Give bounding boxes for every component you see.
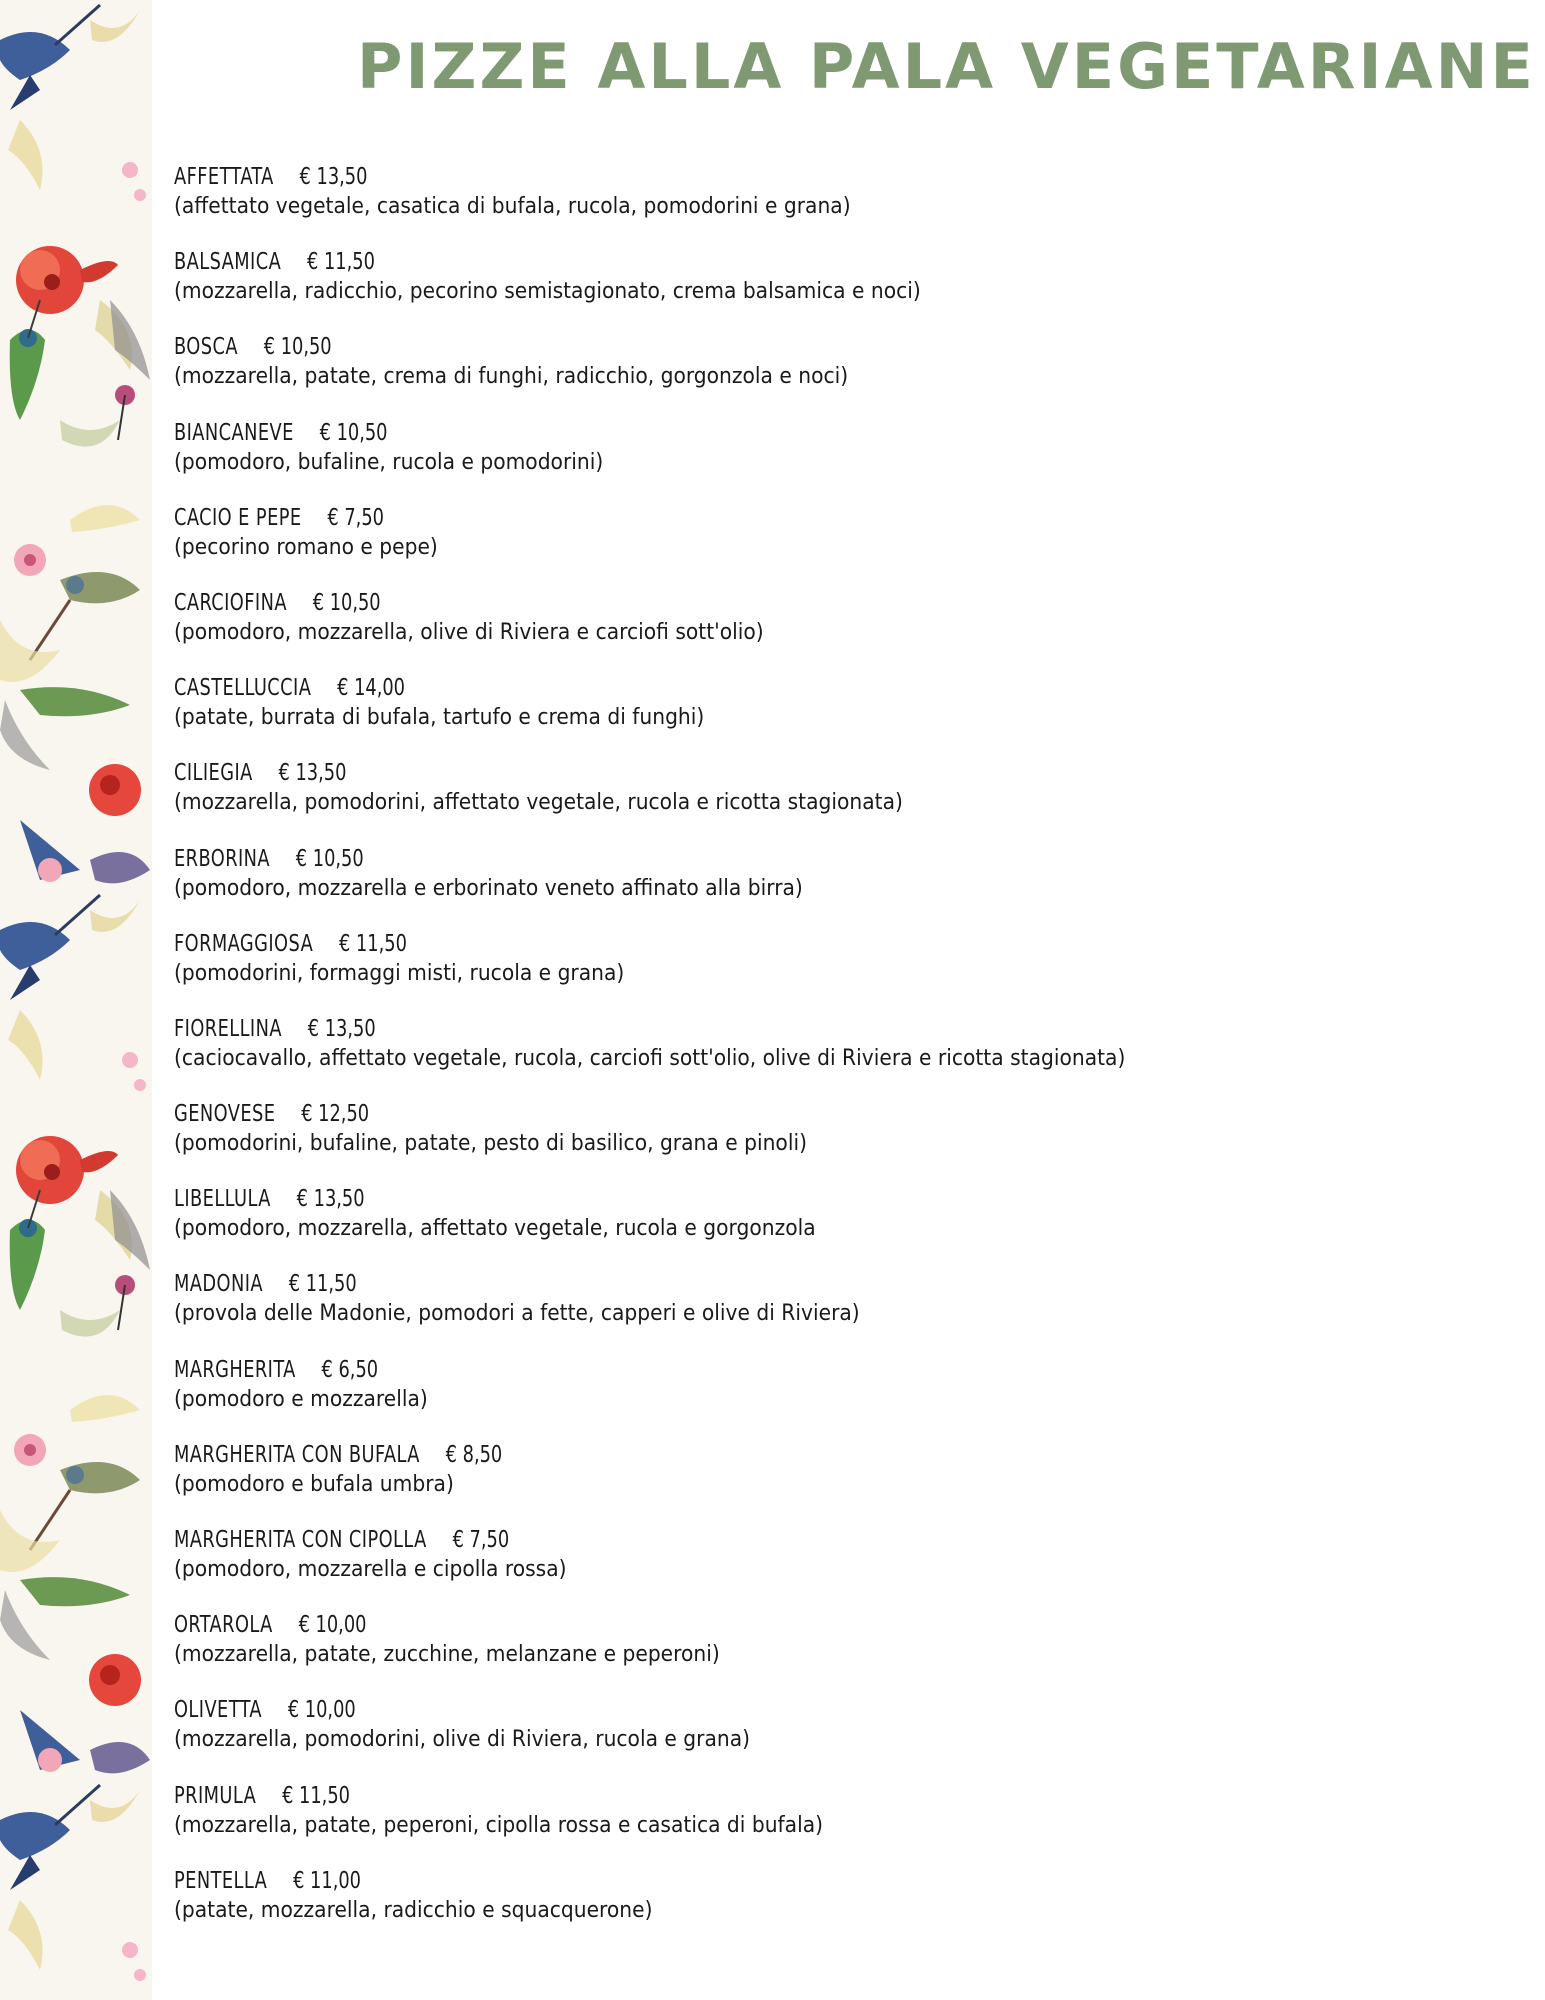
pizza-ingredients: (caciocavallo, affettato vegetale, rucola, carciofi sott'olio, olive di Riviera e ricotta stagionata)	[174, 1044, 1126, 1071]
pizza-name: ORTAROLA	[174, 1612, 273, 1639]
menu-item	[174, 247, 1514, 332]
menu-item-heading	[174, 673, 1326, 703]
pizza-price: € 8,50	[445, 1441, 503, 1468]
pizza-ingredients: (pecorino romano e pepe)	[174, 533, 438, 560]
menu-item-heading	[174, 1014, 1326, 1044]
pizza-name: FORMAGGIOSA	[174, 930, 314, 957]
pizza-price: € 7,50	[327, 504, 384, 531]
menu-item-heading	[174, 1355, 1326, 1385]
pizza-name: BALSAMICA	[174, 249, 282, 276]
pizza-name: CARCIOFINA	[174, 589, 287, 616]
pizza-ingredients: (pomodoro e bufala umbra)	[174, 1470, 454, 1497]
pizza-ingredients: (pomodoro, mozzarella e cipolla rossa)	[174, 1556, 567, 1582]
menu-item	[174, 844, 1514, 929]
menu-item-heading	[174, 162, 1326, 192]
pizza-price: € 10,50	[312, 589, 381, 616]
pizza-price: € 7,50	[452, 1527, 510, 1553]
pizza-name: ERBORINA	[174, 845, 270, 872]
menu-item	[174, 1781, 1514, 1866]
menu-item-heading	[174, 844, 1326, 874]
menu-item	[174, 1099, 1514, 1184]
pizza-ingredients: (pomodoro, mozzarella e erborinato veneto affinato alla birra)	[174, 874, 803, 901]
pizza-ingredients: (mozzarella, patate, zucchine, melanzane e peperoni)	[174, 1641, 720, 1668]
pizza-name: LIBELLULA	[174, 1186, 271, 1213]
pizza-price: € 6,50	[321, 1356, 379, 1383]
menu-item-heading	[174, 1269, 1326, 1299]
pizza-name: BOSCA	[174, 334, 238, 361]
pizza-name: CACIO E PEPE	[174, 504, 302, 531]
pizza-price: € 13,50	[307, 1015, 376, 1042]
menu-item-heading	[174, 1525, 1326, 1555]
pizza-price: € 10,00	[298, 1612, 367, 1639]
pizza-ingredients: (mozzarella, radicchio, pecorino semistagionato, crema balsamica e noci)	[174, 278, 921, 305]
pizza-ingredients: (pomodoro e mozzarella)	[174, 1385, 428, 1412]
pizza-price: € 11,50	[307, 249, 375, 276]
pizza-name: CILIEGIA	[174, 760, 253, 787]
pizza-name: GENOVESE	[174, 1101, 276, 1128]
pizza-name: MADONIA	[174, 1271, 263, 1298]
menu-item	[174, 1269, 1514, 1354]
menu-item-heading	[174, 1781, 1326, 1811]
pizza-price: € 10,50	[319, 419, 388, 446]
menu-item-heading	[174, 588, 1326, 618]
pizza-name: MARGHERITA	[174, 1356, 296, 1383]
menu-item	[174, 1610, 1514, 1695]
pizza-price: € 11,50	[288, 1271, 357, 1298]
menu-item-heading	[174, 247, 1326, 277]
pizza-ingredients: (pomodorini, formaggi misti, rucola e grana)	[174, 959, 625, 986]
menu-item	[174, 162, 1514, 247]
menu-item-heading	[174, 1610, 1326, 1640]
menu-item	[174, 1440, 1514, 1525]
menu-item-heading	[174, 758, 1326, 788]
menu-item-heading	[174, 1440, 1326, 1470]
pizza-name: CASTELLUCCIA	[174, 675, 312, 702]
pizza-name: MARGHERITA CON BUFALA	[174, 1441, 420, 1468]
pizza-ingredients: (patate, mozzarella, radicchio e squacquerone)	[174, 1896, 653, 1923]
pizza-price: € 13,50	[299, 164, 368, 190]
menu-item	[174, 418, 1514, 503]
menu-item-heading	[174, 1866, 1326, 1896]
menu-item	[174, 588, 1514, 673]
menu-item-heading	[174, 1695, 1326, 1725]
pizza-name: BIANCANEVE	[174, 419, 294, 446]
menu-item	[174, 1525, 1514, 1610]
pizza-ingredients: (mozzarella, patate, crema di funghi, radicchio, gorgonzola e noci)	[174, 363, 849, 390]
pizza-ingredients: (patate, burrata di bufala, tartufo e crema di funghi)	[174, 704, 705, 731]
pizza-name: FIORELLINA	[174, 1015, 282, 1042]
pizza-price: € 11,00	[293, 1867, 361, 1894]
pizza-name: PRIMULA	[174, 1782, 257, 1809]
menu-item	[174, 503, 1514, 588]
pizza-ingredients: (pomodorini, bufaline, patate, pesto di basilico, grana e pinoli)	[174, 1130, 807, 1157]
pizza-price: € 10,50	[263, 334, 332, 361]
pizza-ingredients: (pomodoro, bufaline, rucola e pomodorini)	[174, 448, 604, 475]
pizza-name: AFFETTATA	[174, 164, 274, 190]
pizza-price: € 11,50	[282, 1782, 350, 1809]
menu-item	[174, 929, 1514, 1014]
menu-item	[174, 673, 1514, 758]
pizza-ingredients: (pomodoro, mozzarella, olive di Riviera e carciofi sott'olio)	[174, 618, 764, 645]
menu-item-heading	[174, 503, 1326, 533]
pizza-ingredients: (provola delle Madonie, pomodori a fette, capperi e olive di Riviera)	[174, 1300, 860, 1327]
menu-item	[174, 1184, 1514, 1269]
menu-item	[174, 1866, 1514, 1951]
pizza-price: € 12,50	[301, 1101, 370, 1128]
pizza-price: € 13,50	[296, 1186, 365, 1213]
pizza-name: OLIVETTA	[174, 1697, 263, 1724]
pizza-price: € 11,50	[338, 930, 407, 957]
pizza-ingredients: (mozzarella, pomodorini, olive di Riviera, rucola e grana)	[174, 1726, 751, 1753]
menu-item-heading	[174, 418, 1326, 448]
pizza-price: € 14,00	[337, 675, 406, 702]
pizza-name: MARGHERITA CON CIPOLLA	[174, 1527, 427, 1553]
pizza-price: € 10,00	[287, 1697, 356, 1724]
pizza-ingredients: (pomodoro, mozzarella, affettato vegetale, rucola e gorgonzola	[174, 1215, 816, 1242]
menu-item	[174, 332, 1514, 417]
menu-item	[174, 758, 1514, 843]
menu-item-heading	[174, 332, 1326, 362]
menu-item-heading	[174, 1184, 1326, 1214]
pizza-name: PENTELLA	[174, 1867, 268, 1894]
pizza-ingredients: (affettato vegetale, casatica di bufala, rucola, pomodorini e grana)	[174, 193, 851, 219]
floral-decoration	[0, 0, 152, 2000]
pizza-price: € 13,50	[278, 760, 347, 787]
menu-item	[174, 1695, 1514, 1780]
menu-item	[174, 1014, 1514, 1099]
menu-list	[174, 162, 1514, 1951]
menu-item-heading	[174, 1099, 1326, 1129]
floral-pattern-image	[0, 0, 152, 2000]
menu-item-heading	[174, 929, 1326, 959]
pizza-ingredients: (mozzarella, pomodorini, affettato vegetale, rucola e ricotta stagionata)	[174, 789, 903, 816]
pizza-ingredients: (mozzarella, patate, peperoni, cipolla rossa e casatica di bufala)	[174, 1811, 824, 1838]
page-title: PIZZE ALLA PALA VEGETARIANE	[357, 30, 1536, 103]
pizza-price: € 10,50	[295, 845, 364, 872]
menu-item	[174, 1355, 1514, 1440]
